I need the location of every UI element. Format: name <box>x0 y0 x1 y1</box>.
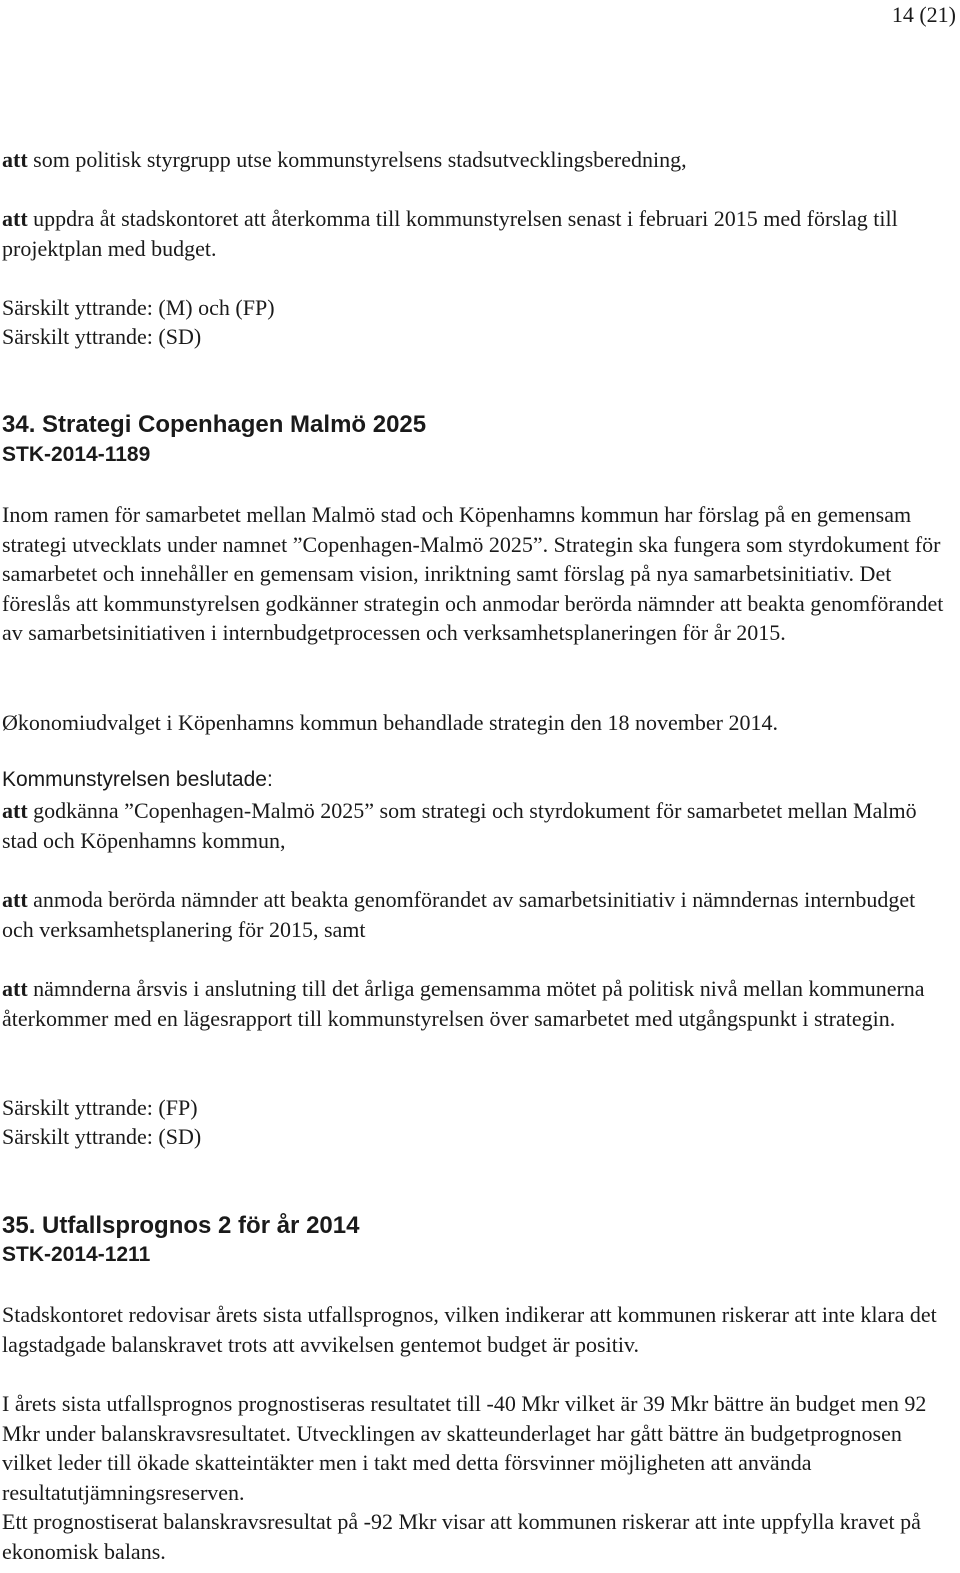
att-keyword: att <box>2 887 28 912</box>
section-35-title: 35. Utfallsprognos 2 för år 2014 <box>2 1212 360 1239</box>
section-35-case-number: STK-2014-1211 <box>2 1243 151 1266</box>
intro-item-2 <box>2 204 952 263</box>
special-statement: Särskilt yttrande: (SD) <box>2 324 202 349</box>
decision-item-3-text: nämnderna årsvis i anslutning till det årliga gemensamma mötet på politisk nivå mellan kommunerna återkommer med en lägesrapport till kommunstyrelsen över samarbetet med utgångspunkt i strategin. <box>2 976 925 1031</box>
decision-heading: Kommunstyrelsen beslutade: <box>2 768 273 791</box>
section-34-case-number: STK-2014-1189 <box>2 443 151 466</box>
decision-item-1 <box>2 796 952 855</box>
special-statement: Särskilt yttrande: (SD) <box>2 1124 202 1149</box>
section-35-paragraph-1: Stadskontoret redovisar årets sista utfallsprognos, vilken indikerar att kommunen riskerar att inte klara det lagstadgade balanskravet trots att avvikelsen gentemot budget är positiv. <box>2 1302 937 1357</box>
att-keyword: att <box>2 147 28 172</box>
section-34-paragraph-2: Økonomiudvalget i Köpenhamns kommun behandlade strategin den 18 november 2014. <box>2 710 778 735</box>
decision-item-3 <box>2 974 952 1033</box>
intro-item-1 <box>2 145 952 175</box>
intro-item-2-text: uppdra åt stadskontoret att återkomma till kommunstyrelsen senast i februari 2015 med förslag till projektplan med budget. <box>2 206 898 261</box>
section-34-title: 34. Strategi Copenhagen Malmö 2025 <box>2 411 427 438</box>
att-keyword: att <box>2 206 28 231</box>
page-number: 14 (21) <box>891 2 956 27</box>
decision-item-2-text: anmoda berörda nämnder att beakta genomförandet av samarbetsinitiativ i nämndernas internbudget och verksamhetsplanering för 2015, samt <box>2 887 916 942</box>
att-keyword: att <box>2 976 28 1001</box>
section-34-paragraph-1: Inom ramen för samarbetet mellan Malmö stad och Köpenhamns kommun har förslag på en gemensam strategi utvecklats under namnet ”Copenhagen-Malmö 2025”. Strategin ska fungera som styrdokument för samarbetet och innehåller en gemensam vision, inriktning samt förslag på nya samarbetsinitiativ. Det föreslås att kommunstyrelsen godkänner strategin och anmodar berörda nämnder att beakta genomförandet av samarbetsinitiativen i internbudgetprocessen och verksamhetsplaneringen för år 2015. <box>2 502 944 646</box>
intro-item-1-text: som politisk styrgrupp utse kommunstyrelsens stadsutvecklingsberedning, <box>27 147 687 172</box>
att-keyword: att <box>2 798 28 823</box>
special-statement: Särskilt yttrande: (M) och (FP) <box>2 295 275 320</box>
special-statement: Särskilt yttrande: (FP) <box>2 1095 198 1120</box>
decision-item-2 <box>2 885 952 944</box>
section-35-paragraph-2: I årets sista utfallsprognos prognostiseras resultatet till -40 Mkr vilket är 39 Mkr bättre än budget men 92 Mkr under balanskravsresultatet. Utvecklingen av skatteunderlaget har gått bättre än budgetprognosen vilket leder till ökade skatteintäkter men i takt med detta försvinner möjligheten att använda resultatutjämningsreserven. <box>2 1391 927 1505</box>
decision-item-1-text: godkänna ”Copenhagen-Malmö 2025” som strategi och styrdokument för samarbetet mellan Malmö stad och Köpenhamns kommun, <box>2 798 917 853</box>
section-35-paragraph-3: Ett prognostiserat balanskravsresultat på -92 Mkr visar att kommunen riskerar att inte uppfylla kravet på ekonomisk balans. <box>2 1509 921 1564</box>
